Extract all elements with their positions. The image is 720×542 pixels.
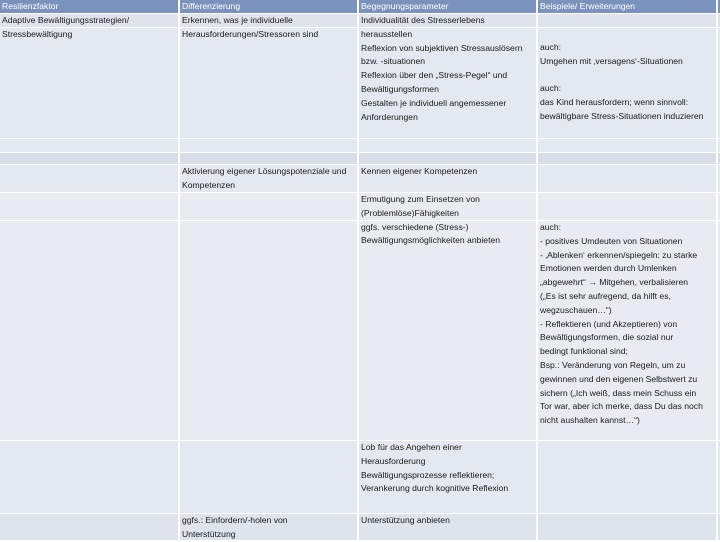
diff-line: Unterstützung [182, 528, 236, 539]
header-col2-label: Differenzierung [182, 1, 241, 11]
differentiation-cell-2 [180, 165, 357, 193]
param-line: Bewältigungsprozesse reflektieren; [361, 469, 495, 480]
param-line: Herausforderung [361, 455, 426, 466]
example-line: das Kind herausfordern; wenn sinnvoll: [540, 97, 689, 108]
example-line: gewinnen und den eigenen Selbstwert zu [540, 373, 698, 384]
header-col1-label: Resilienzfaktor [2, 1, 59, 11]
parameters-cell-4 [359, 441, 536, 496]
param-line: herausstellen [361, 28, 413, 39]
param-line: Kennen eigener Kompetenzen [361, 166, 478, 176]
param-line: Reflexion von subjektiven Stressauslösern [361, 42, 523, 53]
example-line: Emotionen werden durch Umlenken [540, 263, 677, 274]
param-line: Bewältigungsmöglichkeiten anbieten [361, 235, 501, 246]
example-line: Umgehen mit ‚versagens‘-Situationen [540, 55, 683, 66]
differentiation-cell-3 [180, 514, 357, 542]
example-line: Bewältigungsformen, die sozial nur [540, 332, 674, 343]
factor-cell [0, 14, 178, 42]
param-line: Individualität des Stresserlebens [361, 15, 485, 25]
param-line: bzw. -situationen [361, 56, 426, 67]
example-line: Bsp.: Veränderung von Regeln, um zu [540, 359, 686, 370]
parameters-cell-1 [359, 14, 536, 124]
example-line: sichern („Ich weiß, dass mein Schuss ein [540, 387, 697, 398]
example-line: auch: [540, 83, 562, 94]
examples-cell-2 [538, 221, 716, 428]
diff-line: ggfs.: Einfordern/-holen von [182, 515, 288, 525]
example-line: auch: [540, 222, 562, 232]
example-line: wegzuschauen…“) [540, 304, 612, 315]
example-line: - Reflektieren (und Akzeptieren) von [540, 318, 678, 329]
header-beispiele [538, 0, 716, 14]
parameters-cell-5 [359, 514, 536, 528]
parameters-cell-3 [359, 193, 536, 248]
example-line: „abgewehrt“ → Mitgehen, verbalisieren [540, 277, 689, 288]
example-line: bewältigbare Stress-Situationen induzieren [540, 110, 704, 121]
param-line: Gestalten je individuell angemessener [361, 97, 507, 108]
param-line: (Problemlöse)Fähigkeiten [361, 207, 459, 218]
parameters-cell-2 [359, 165, 536, 179]
diff-line: Kompetenzen [182, 179, 236, 190]
param-line: Verankerung durch kognitive Reflexion [361, 483, 509, 494]
example-line: Tor war, aber ich merke, dass Du das noch [540, 401, 703, 412]
differentiation-cell-1 [180, 14, 357, 42]
header-begegnungsparameter [359, 0, 536, 14]
param-line: Lob für das Angehen einer [361, 442, 462, 452]
factor-line: Adaptive Bewältigungsstrategien/ [2, 15, 130, 25]
param-line: Anforderungen [361, 111, 418, 122]
example-line: - ‚Ablenken‘ erkennen/spiegeln: zu starke [540, 249, 698, 260]
diff-line: Aktivierung eigener Lösungspotenziale und [182, 166, 347, 176]
diff-line: Erkennen, was je individuelle [182, 15, 293, 25]
param-line: Reflexion über den „Stress-Pegel“ und [361, 70, 508, 81]
param-line: Unterstützung anbieten [361, 515, 450, 525]
examples-cell-1 [538, 41, 716, 124]
example-line: nicht aushalten kannst…“) [540, 415, 640, 426]
example-line: auch: [540, 42, 562, 52]
header-col4-label: Beispiele/ Erweiterungen [540, 1, 636, 11]
param-line: ggfs. verschiedene (Stress-) [361, 221, 469, 232]
header-differenzierung [180, 0, 357, 14]
example-line: bedingt funktional sind; [540, 346, 628, 357]
example-line: - positives Umdeuten von Situationen [540, 235, 683, 246]
diff-line: Herausforderungen/Stressoren sind [182, 28, 319, 39]
param-line: Bewältigungsformen [361, 83, 439, 94]
header-resilienzfaktor [0, 0, 178, 14]
example-line: („Es ist sehr aufregend, da hilft es, [540, 290, 671, 301]
factor-line: Stressbewältigung [2, 28, 73, 39]
header-col3-label: Begegnungsparameter [361, 1, 449, 11]
param-line: Ermutigung zum Einsetzen von [361, 194, 480, 204]
